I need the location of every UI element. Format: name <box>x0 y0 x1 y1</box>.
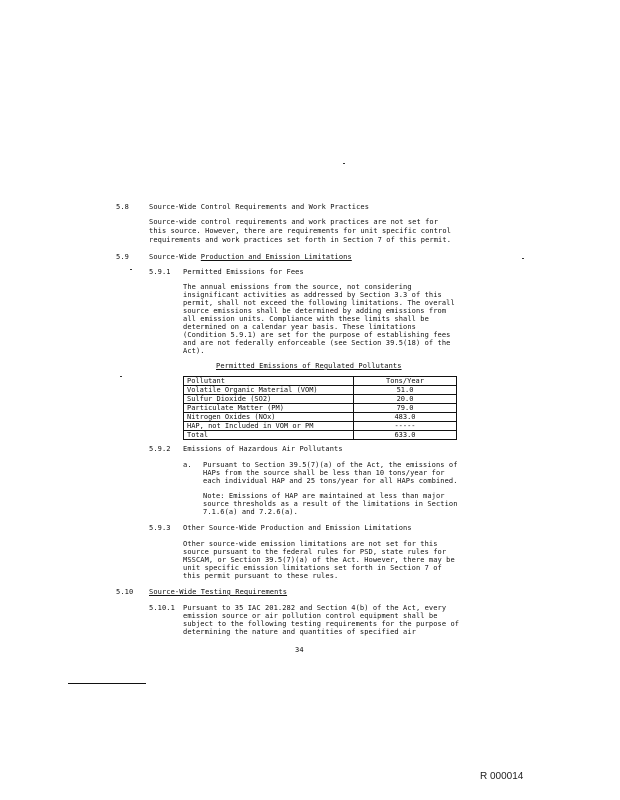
section-5-10-1-line-3: subject to the following testing requirements for the purpose of <box>183 620 460 628</box>
section-5-9-1-line-7: (Condition 5.9.1) are set for the purpose of establishing fees <box>183 331 451 339</box>
section-5-9-2-item-a-line-3: each individual HAP and 25 tons/year for all HAPs combined. <box>203 477 458 485</box>
table-row <box>184 404 457 413</box>
pollutant-cell: Volatile Organic Material (VOM) <box>184 386 354 395</box>
pollutant-cell: Particulate Matter (PM) <box>184 404 354 413</box>
pollutant-cell: Sulfur Dioxide (SO2) <box>184 395 354 404</box>
pollutant-cell: HAP, not Included in VOM or PM <box>184 422 354 431</box>
section-5-8-title: Source-Wide Control Requirements and Work Practices <box>149 203 370 211</box>
tons-cell: ----- <box>354 422 457 431</box>
pollutant-cell: Total <box>184 431 354 440</box>
section-5-10-1-line-2: emission source or air pollution control equipment shall be <box>183 612 438 620</box>
section-5-9-3-line-3: MSSCAM, or Section 39.5(7)(a) of the Act. However, there may be <box>183 556 455 564</box>
page-number: 34 <box>295 646 304 654</box>
section-5-9-1-title: Permitted Emissions for Fees <box>183 268 304 276</box>
section-5-9-3-line-5: this permit pursuant to these rules. <box>183 572 339 580</box>
section-5-9-2-item-a-line-2: HAPs from the source shall be less than 10 tons/year for <box>203 469 445 477</box>
table-header-row <box>184 377 457 386</box>
section-5-9-2-note-line-1: Note: Emissions of HAP are maintained at less than major <box>203 492 445 500</box>
scan-speck <box>130 269 132 270</box>
tons-cell: 483.0 <box>354 413 457 422</box>
pollutant-cell: Nitrogen Oxides (NOx) <box>184 413 354 422</box>
section-5-8-line-2: this source. However, there are requirements for unit specific control <box>149 227 452 235</box>
section-5-10-1-number: 5.10.1 <box>149 604 175 612</box>
section-5-9-2-note-line-3: 7.1.6(a) and 7.2.6(a). <box>203 508 298 516</box>
section-5-9-1-line-6: determined on a calendar year basis. These limitations <box>183 323 416 331</box>
section-5-9-1-line-5: all emission units. Compliance with these limits shall be <box>183 315 429 323</box>
section-5-9-number: 5.9 <box>116 253 129 261</box>
section-5-9-1-line-4: source emissions shall be determined by adding emissions from <box>183 307 447 315</box>
section-5-9-3-line-1: Other source-wide emission limitations are not set for this <box>183 540 438 548</box>
section-5-9-title-a: Source-Wide <box>149 253 201 261</box>
section-5-9-3-title: Other Source-Wide Production and Emission Limitations <box>183 524 412 532</box>
emissions-table-caption: Permitted Emissions of Regulated Pollutants <box>216 362 402 370</box>
section-5-9-1-line-3: permit, shall not exceed the following limitations. The overall <box>183 299 455 307</box>
section-5-9-1-line-1: The annual emissions from the source, not considering <box>183 283 412 291</box>
section-5-9-3-line-2: source pursuant to the federal rules for PSD, state rules for <box>183 548 447 556</box>
bates-number: R 000014 <box>480 771 524 782</box>
column-header-tons: Tons/Year <box>354 377 457 386</box>
section-5-8-number: 5.8 <box>116 203 129 211</box>
section-5-9-2-note-line-2: source thresholds as a result of the limitations in Section <box>203 500 458 508</box>
tons-cell: 20.0 <box>354 395 457 404</box>
section-5-10-1-line-4: determining the nature and quantities of specified air <box>183 628 416 636</box>
section-5-9-1-number: 5.9.1 <box>149 268 171 276</box>
section-5-10-title: Source-Wide Testing Requirements <box>149 588 288 596</box>
scan-speck <box>343 163 345 164</box>
section-5-9-title-b: Production and Emission Limitations <box>200 253 352 261</box>
table-row <box>184 386 457 395</box>
table-row <box>184 422 457 431</box>
section-5-8-line-1: Source-wide control requirements and work practices are not set for <box>149 218 439 226</box>
section-5-9-3-line-4: unit specific emission limitations set forth in Section 7 of <box>183 564 442 572</box>
section-5-9-2-item-a-line-1: Pursuant to Section 39.5(7)(a) of the Act, the emissions of <box>203 461 458 469</box>
tons-cell: 633.0 <box>354 431 457 440</box>
table-row <box>184 413 457 422</box>
section-5-10-number: 5.10 <box>116 588 134 596</box>
section-5-8-line-3: requirements and work practices set forth in Section 7 of this permit. <box>149 236 452 244</box>
section-5-9-1-line-8: and are not federally enforceable (see Section 39.5(18) of the <box>183 339 451 347</box>
column-header-pollutant: Pollutant <box>184 377 354 386</box>
section-5-9-2-item-a-label: a. <box>183 461 192 469</box>
section-5-9-title <box>149 253 352 261</box>
emissions-table <box>183 376 457 440</box>
section-5-9-1-line-2: insignificant activities as addressed by Section 3.3 of this <box>183 291 442 299</box>
section-5-9-2-number: 5.9.2 <box>149 445 171 453</box>
tons-cell: 51.0 <box>354 386 457 395</box>
table-total-row <box>184 431 457 440</box>
table-row <box>184 395 457 404</box>
tons-cell: 79.0 <box>354 404 457 413</box>
footnote-rule <box>68 683 146 684</box>
section-5-9-3-number: 5.9.3 <box>149 524 171 532</box>
section-5-9-1-line-9: Act). <box>183 347 205 355</box>
section-5-9-2-title: Emissions of Hazardous Air Pollutants <box>183 445 343 453</box>
scan-speck <box>522 258 524 259</box>
section-5-10-1-line-1: Pursuant to 35 IAC 201.282 and Section 4(b) of the Act, every <box>183 604 447 612</box>
scan-speck <box>120 376 122 377</box>
